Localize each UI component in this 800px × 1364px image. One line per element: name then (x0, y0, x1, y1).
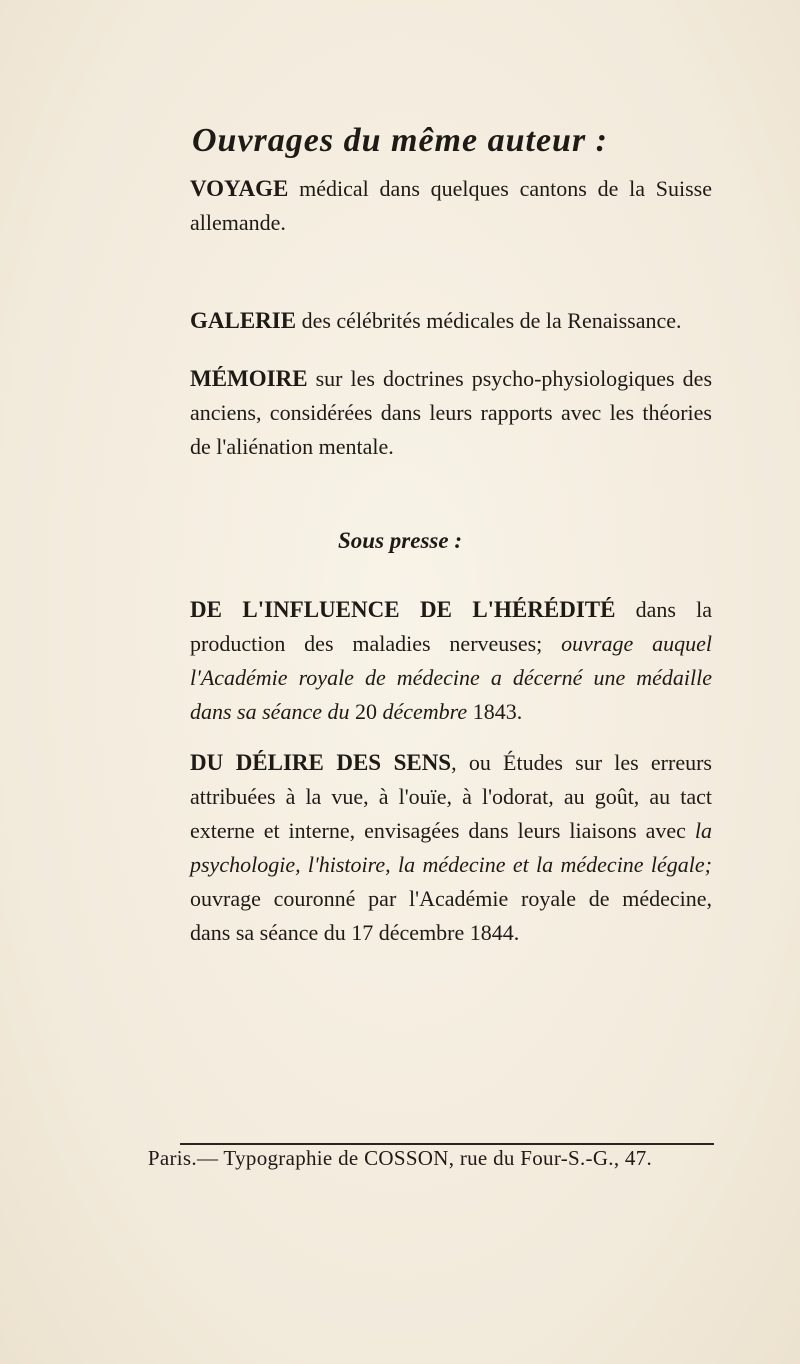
page-heading: Ouvrages du même auteur : (192, 122, 608, 159)
entry-title: DE L'INFLUENCE DE L'HÉRÉDITÉ (190, 597, 616, 622)
list-item (190, 746, 712, 950)
entry-text: dans la production des maladies nerveuses; (190, 597, 713, 656)
list-item (190, 593, 712, 729)
printer-imprint: Paris.— Typographie de COSSON, rue du Four-S.-G., 47. (147, 1146, 653, 1170)
entry-title: MÉMOIRE (190, 366, 308, 391)
entry-text-end: 20 (349, 699, 383, 724)
footer-rule (180, 1143, 714, 1145)
entry-year: 1843. (467, 699, 523, 724)
entry-title: VOYAGE (190, 176, 289, 201)
entry-text: , ou Études sur les erreurs attribuées à la vue, à l'ouïe, à l'odorat, au goût, au tact externe et interne, envisagées dans leurs liaisons avec (190, 750, 712, 843)
list-item (190, 362, 712, 464)
entry-italic-text: ouvrage auquel l'Académie royale de médecine a décerné une médaille dans sa séance du (190, 631, 712, 724)
list-item (190, 172, 712, 240)
entry-text: médical dans quelques cantons de la Suisse allemande. (190, 176, 712, 235)
entry-title: DU DÉLIRE DES SENS (190, 750, 452, 775)
entry-text: des célébrités médicales de la Renaissance. (296, 308, 682, 333)
list-item (190, 304, 712, 338)
entry-italic-month: décembre (382, 699, 468, 724)
entry-title: GALERIE (190, 308, 297, 333)
press-heading: Sous presse : (338, 528, 462, 553)
entry-text-end: ouvrage couronné par l'Académie royale de médecine, dans sa séance du 17 décembre 1844. (190, 886, 712, 945)
entry-italic-text: la psychologie, l'histoire, la médecine et la médecine légale; (190, 818, 712, 877)
entry-text: sur les doctrines psycho-physiologiques des anciens, considérées dans leurs rapports avec les théories de l'aliénation mentale. (190, 366, 712, 459)
